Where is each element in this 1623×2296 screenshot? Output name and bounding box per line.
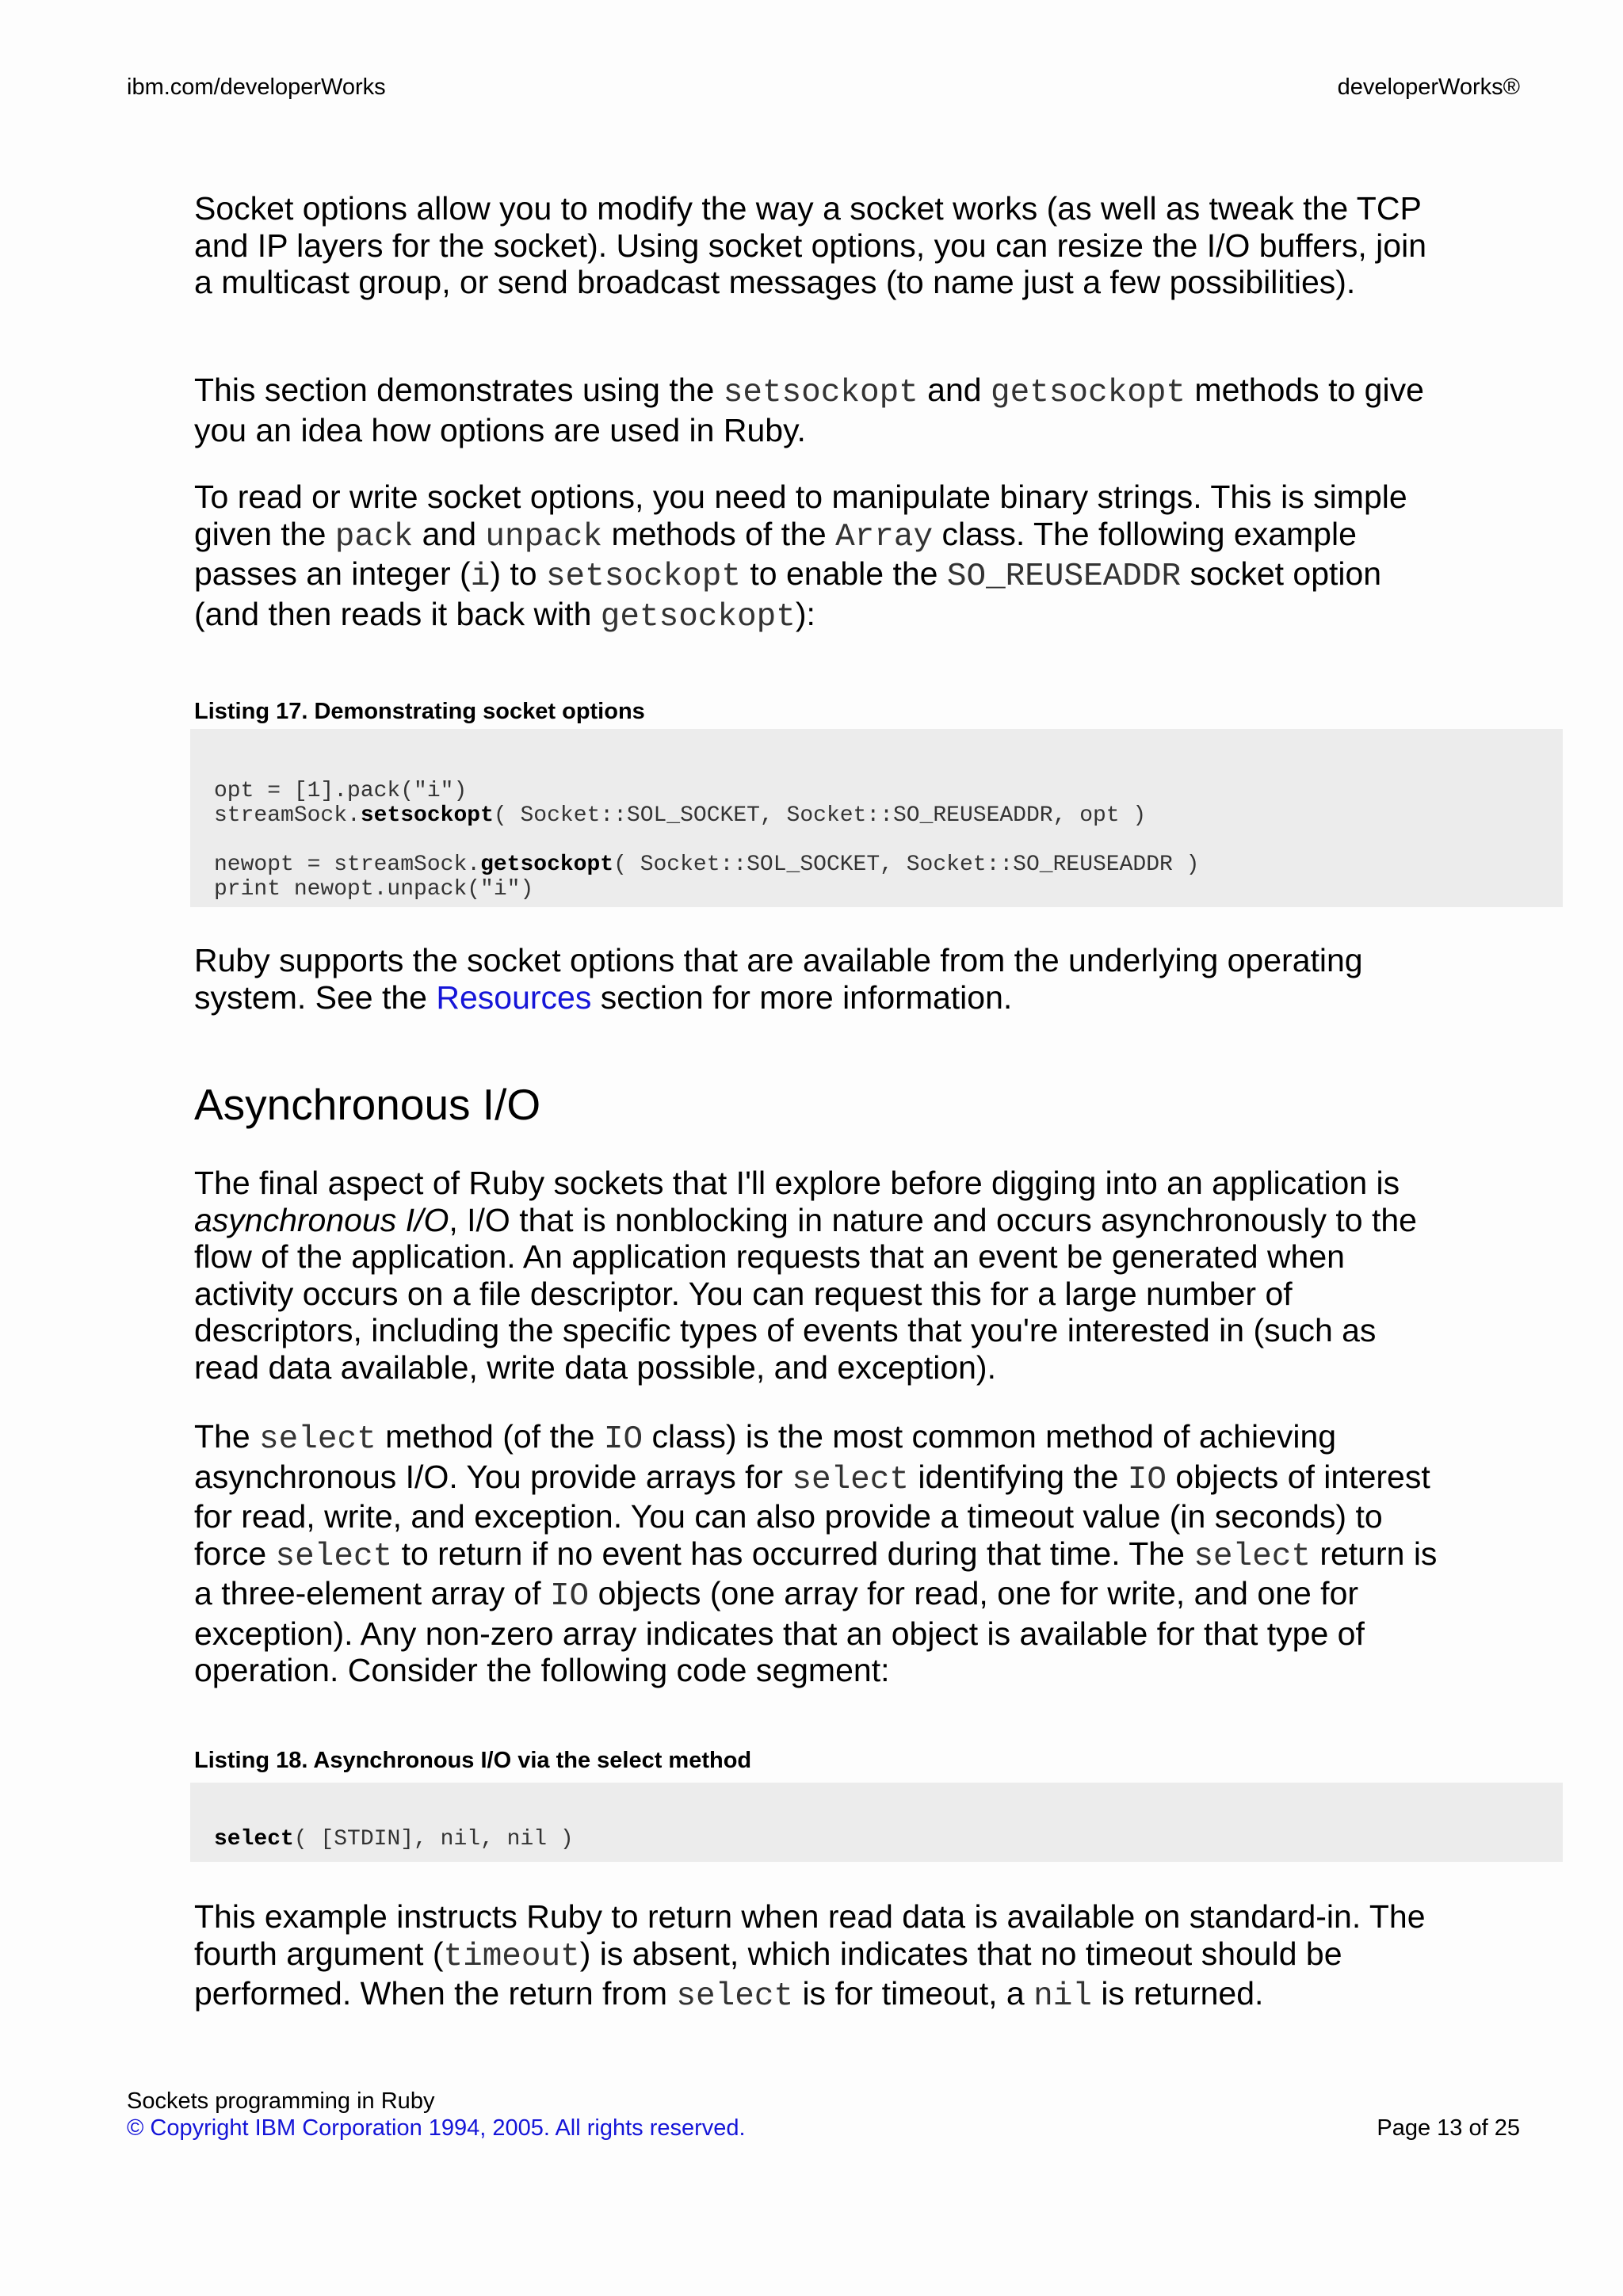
code-line: opt = [1].pack("i") <box>214 779 468 803</box>
paragraph-binary-strings: To read or write socket options, you need to manipulate binary strings. This is simple given the pack and unpack methods of the Array class. The following example passes an integer (i) to setsockopt to enable the SO_REUSEADDR socket option (and then reads it back with getsockopt): <box>194 479 1407 635</box>
paragraph-async-block <box>194 1165 1446 1386</box>
code-line: print newopt.unpack("i") <box>214 877 534 902</box>
paragraph-timeout-block <box>194 1898 1446 2016</box>
listing-18-caption: Listing 18. Asynchronous I/O via the select method <box>194 1748 752 1773</box>
listing-17-caption: Listing 17. Demonstrating socket options <box>194 699 645 724</box>
code-line: select( [STDIN], nil, nil ) <box>214 1827 574 1852</box>
paragraph-select-block <box>194 1418 1446 1689</box>
paragraph-timeout: This example instructs Ruby to return when read data is available on standard-in. The fourth argument (timeout) is absent, which indicates that no timeout should be performed. When the return from select is for timeout, a nil is returned. <box>194 1898 1426 2015</box>
paragraph-binary-block <box>194 479 1446 635</box>
paragraph-async-io: The final aspect of Ruby sockets that I'll explore before digging into an application is asynchronous I/O, I/O that is nonblocking in nature and occurs asynchronously to the flow of the application. An application requests that an event be generated when activity occurs on a file descriptor. You can request this for a large number of descriptors, including the specific types of events that you're interested in (such as read data available, write data possible, and exception). <box>194 1165 1417 1386</box>
paragraph-resources: Ruby supports the socket options that are available from the underlying operating system. See the Resources section for more information. <box>194 942 1363 1016</box>
paragraph-setsockopt-block <box>194 372 1446 448</box>
header-brand: developerWorks® <box>1337 74 1520 100</box>
code-setsockopt: setsockopt <box>723 375 918 411</box>
listing-17-code <box>190 729 1563 907</box>
header-site: ibm.com/developerWorks <box>127 74 386 100</box>
code-line: newopt = streamSock.getsockopt( Socket::SOL_SOCKET, Socket::SO_REUSEADDR ) <box>214 852 1200 877</box>
paragraph-socket-options: Socket options allow you to modify the way a socket works (as well as tweak the TCP and IP layers for the socket). Using socket options, you can resize the I/O buffers, join a multicast group, or send broadcast messages (to name just a few possibilities). <box>194 190 1426 300</box>
paragraph-select-method: The select method (of the IO class) is the most common method of achieving asynchronous I/O. You provide arrays for select identifying the IO objects of interest for read, write, and exception. You can also provide a timeout value (in seconds) to force select to return if no event has occurred during that time. The select return is a three-element array of IO objects (one array for read, one for write, and one for exception). Any non-zero array indicates that an object is available for that type of operation. Consider the following code segment: <box>194 1418 1438 1688</box>
footer-doc-title: Sockets programming in Ruby <box>127 2088 435 2114</box>
listing-18-caption-block <box>194 1748 1446 1774</box>
intro-block <box>194 190 1446 301</box>
footer-page-number: Page 13 of 25 <box>1377 2115 1520 2141</box>
code-line: streamSock.setsockopt( Socket::SOL_SOCKET, Socket::SO_REUSEADDR, opt ) <box>214 803 1147 828</box>
paragraph-setsockopt: This section demonstrates using the setsockopt and getsockopt methods to give you an idea how options are used in Ruby. <box>194 372 1424 448</box>
emphasis-async-io: asynchronous I/O <box>194 1201 449 1238</box>
code-blank-line <box>214 828 1563 852</box>
paragraph-resources-block <box>194 942 1446 1016</box>
listing-17-caption-block <box>194 699 1446 725</box>
resources-link[interactable]: Resources <box>436 978 592 1016</box>
code-getsockopt: getsockopt <box>990 375 1186 411</box>
listing-18-code <box>190 1783 1563 1862</box>
footer-copyright-link[interactable]: © Copyright IBM Corporation 1994, 2005. All rights reserved. <box>127 2115 746 2141</box>
section-title: Asynchronous I/O <box>194 1080 541 1129</box>
